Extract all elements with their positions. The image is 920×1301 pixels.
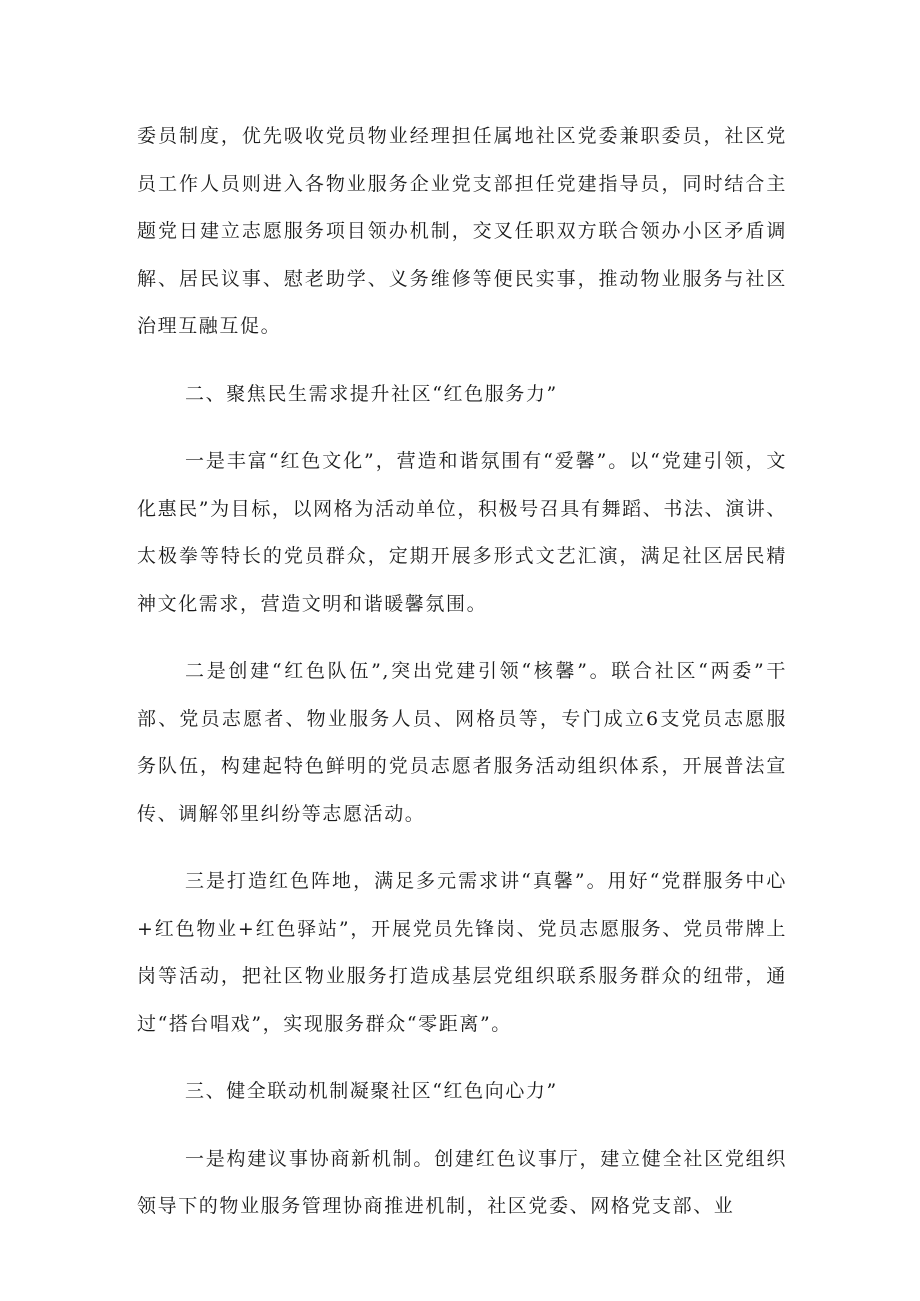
document-body [137,113,787,1231]
body-paragraph: 三是打造红色阵地，满足多元需求讲“真馨”。用好“党群服务中心+红色物业+红色驿站”，开展党员先锋岗、党员志愿服务、党员带牌上岗等活动，把社区物业服务打造成基层党组织联系服务群众的纽带，通过“搭台唱戏”，实现服务群众“零距离”。 [137,870,787,1035]
section-heading: 三、健全联动机制凝聚社区“红色向心力” [185,1080,558,1102]
body-paragraph: 一是丰富“红色文化”，营造和谐氛围有“爱馨”。以“党建引领，文化惠民”为目标，以网格为活动单位，积极号召具有舞蹈、书法、演讲、太极拳等特长的党员群众，定期开展多形式文艺汇演，满足社区居民精神文化需求，营造文明和谐暖馨氛围。 [137,450,787,615]
body-paragraph: 委员制度，优先吸收党员物业经理担任属地社区党委兼职委员，社区党员工作人员则进入各物业服务企业党支部担任党建指导员，同时结合主题党日建立志愿服务项目领办机制，交叉任职双方联合领办小区矛盾调解、居民议事、慰老助学、义务维修等便民实事，推动物业服务与社区治理互融互促。 [137,125,787,337]
section-heading: 二、聚焦民生需求提升社区“红色服务力” [185,382,558,405]
body-paragraph: 二是创建“红色队伍”,突出党建引领“核馨”。联合社区“两委”干部、党员志愿者、物业服务人员、网格员等，专门成立6支党员志愿服务队伍，构建起特色鲜明的党员志愿者服务活动组织体系，开展普法宣传、调解邻里纠纷等志愿活动。 [137,660,787,825]
body-paragraph: 一是构建议事协商新机制。创建红色议事厅，建立健全社区党组织领导下的物业服务管理协商推进机制，社区党委、网格党支部、业 [137,1147,787,1217]
